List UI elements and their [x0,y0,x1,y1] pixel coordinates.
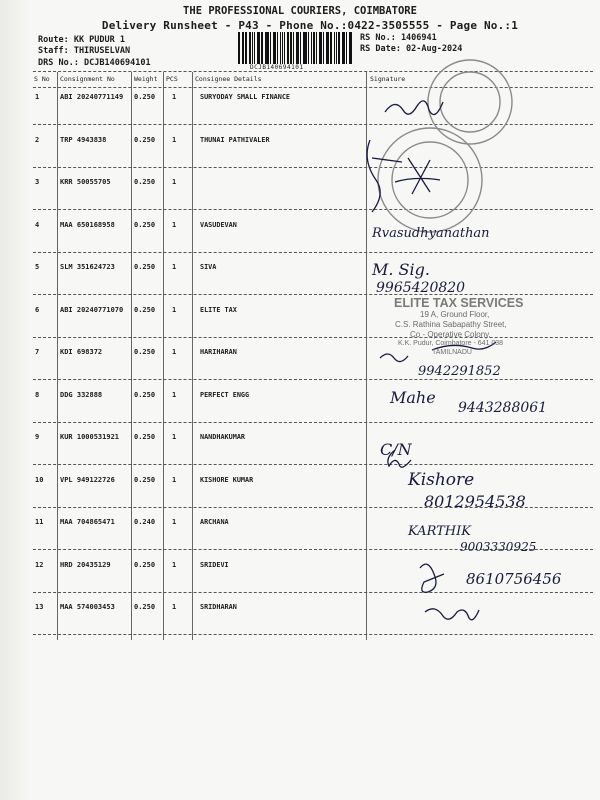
row-consignment: KDI 698372 [60,348,103,356]
row-consignee: ARCHANA [200,518,229,526]
row-sno: 8 [35,391,40,399]
row-consignment: HRD 20435129 [60,561,111,569]
row-pcs: 1 [172,433,177,441]
row-pcs: 1 [172,221,177,229]
row-sno: 3 [35,178,40,186]
row-weight: 0.250 [134,476,156,484]
row-sno: 9 [35,433,40,441]
stamp-address-3: Co - Operative Colony, [410,330,491,339]
row-consignment: DDG 332888 [60,391,103,399]
row-weight: 0.250 [134,603,156,611]
handwriting-row10-phone: 8012954538 [424,492,526,511]
row-consignment: ABI 20240771149 [60,93,124,101]
row-weight: 0.250 [134,433,156,441]
signature-row1 [385,101,443,115]
row-consignee: NANDHAKUMAR [200,433,246,441]
row-pcs: 1 [172,561,177,569]
row-sno: 12 [35,561,44,569]
row-consignment: ABI 20240771070 [60,306,124,314]
row-weight: 0.250 [134,561,156,569]
handwriting-row5-phone: 9965420820 [376,280,466,296]
row-weight: 0.250 [134,136,156,144]
handwriting-row8-phone: 9443288061 [458,400,548,416]
signature-row13 [425,609,479,620]
handwriting-row4: Rvasudhyanathan [372,226,490,241]
signature-row12 [420,564,444,592]
row-consignee: HARIHARAN [200,348,237,356]
stamp-circle-2 [378,128,482,232]
col-header-sno: S No [34,75,50,83]
handwriting-row10-name: Kishore [408,470,475,490]
row-pcs: 1 [172,178,177,186]
row-pcs: 1 [172,93,177,101]
rs-date: RS Date: 02-Aug-2024 [360,44,463,54]
row-weight: 0.250 [134,348,156,356]
row-consignee: PERFECT ENGG [200,391,250,399]
row-pcs: 1 [172,348,177,356]
row-pcs: 1 [172,136,177,144]
row-sno: 6 [35,306,40,314]
signature-row3 [395,158,440,194]
row-sno: 4 [35,221,40,229]
row-consignment: VPL 949122726 [60,476,115,484]
row-sno: 5 [35,263,40,271]
drs-label: DRS No.: DCJB140694101 [38,58,151,68]
row-sno: 10 [35,476,44,484]
col-header-consignment: Consignment No [60,75,115,83]
col-header-consignee: Consignee Details [195,75,262,83]
row-consignee: SRIDEVI [200,561,229,569]
signature-row2 [367,140,402,212]
row-consignment: SLM 351624723 [60,263,115,271]
row-consignment: MAA 650168958 [60,221,115,229]
row-consignee: SIVA [200,263,217,271]
handwriting-row8-name: Mahe [390,388,436,407]
row-consignment: MAA 574003453 [60,603,115,611]
row-weight: 0.250 [134,306,156,314]
handwriting-row5-name: M. Sig. [372,260,430,279]
stamp-company: ELITE TAX SERVICES [394,296,524,310]
signature-row7 [380,354,408,362]
row-pcs: 1 [172,476,177,484]
stamp-address-5: TAMILNADU [432,349,472,356]
company-title: THE PROFESSIONAL COURIERS, COIMBATORE [183,5,417,17]
row-weight: 0.250 [134,263,156,271]
row-consignee: THUNAI PATHIVALER [200,136,270,144]
row-weight: 0.250 [134,93,156,101]
row-consignee: SURYODAY SMALL FINANCE [200,93,291,101]
route-label: Route: KK PUDUR 1 [38,35,125,45]
stamp-address-2: C.S. Rathina Sabapathy Street, [395,320,507,329]
barcode-number: DCJB140694101 [250,64,304,71]
stamp-address-4: K.K. Pudur, Coimbatore - 641 038 [398,340,504,347]
row-consignee: ELITE TAX [200,306,237,314]
row-sno: 7 [35,348,40,356]
row-weight: 0.240 [134,518,156,526]
row-consignment: TRP 4943838 [60,136,107,144]
row-pcs: 1 [172,391,177,399]
row-sno: 2 [35,136,40,144]
handwriting-row7-phone: 9942291852 [418,364,501,379]
row-consignment: KUR 1000531921 [60,433,120,441]
row-weight: 0.250 [134,178,156,186]
stamp-circle-1 [428,60,512,144]
row-pcs: 1 [172,263,177,271]
row-consignment: KRR 50055705 [60,178,111,186]
handwriting-row11-phone: 9003330925 [460,540,537,554]
staff-label: Staff: THIRUSELVAN [38,46,131,56]
row-sno: 13 [35,603,44,611]
rs-number: RS No.: 1406941 [360,33,437,43]
row-consignee: VASUDEVAN [200,221,237,229]
handwriting-row11-name: KARTHIK [408,524,471,539]
row-pcs: 1 [172,306,177,314]
row-weight: 0.250 [134,391,156,399]
row-consignment: MAA 704865471 [60,518,115,526]
col-header-signature: Signature [370,75,406,83]
col-header-pcs: PCS [166,75,178,83]
row-sno: 1 [35,93,40,101]
row-pcs: 1 [172,518,177,526]
stamp-address-1: 19 A, Ground Floor, [420,310,490,319]
row-pcs: 1 [172,603,177,611]
col-header-weight: Weight [134,75,158,83]
row-consignee: KISHORE KUMAR [200,476,254,484]
handwriting-row9: C/N [380,440,412,459]
row-consignee: SRIDHARAN [200,603,237,611]
handwriting-row12-phone: 8610756456 [466,570,562,588]
row-weight: 0.250 [134,221,156,229]
runsheet-title: Delivery Runsheet - P43 - Phone No.:0422-3505555 - Page No.:1 [101,19,519,32]
row-sno: 11 [35,518,44,526]
